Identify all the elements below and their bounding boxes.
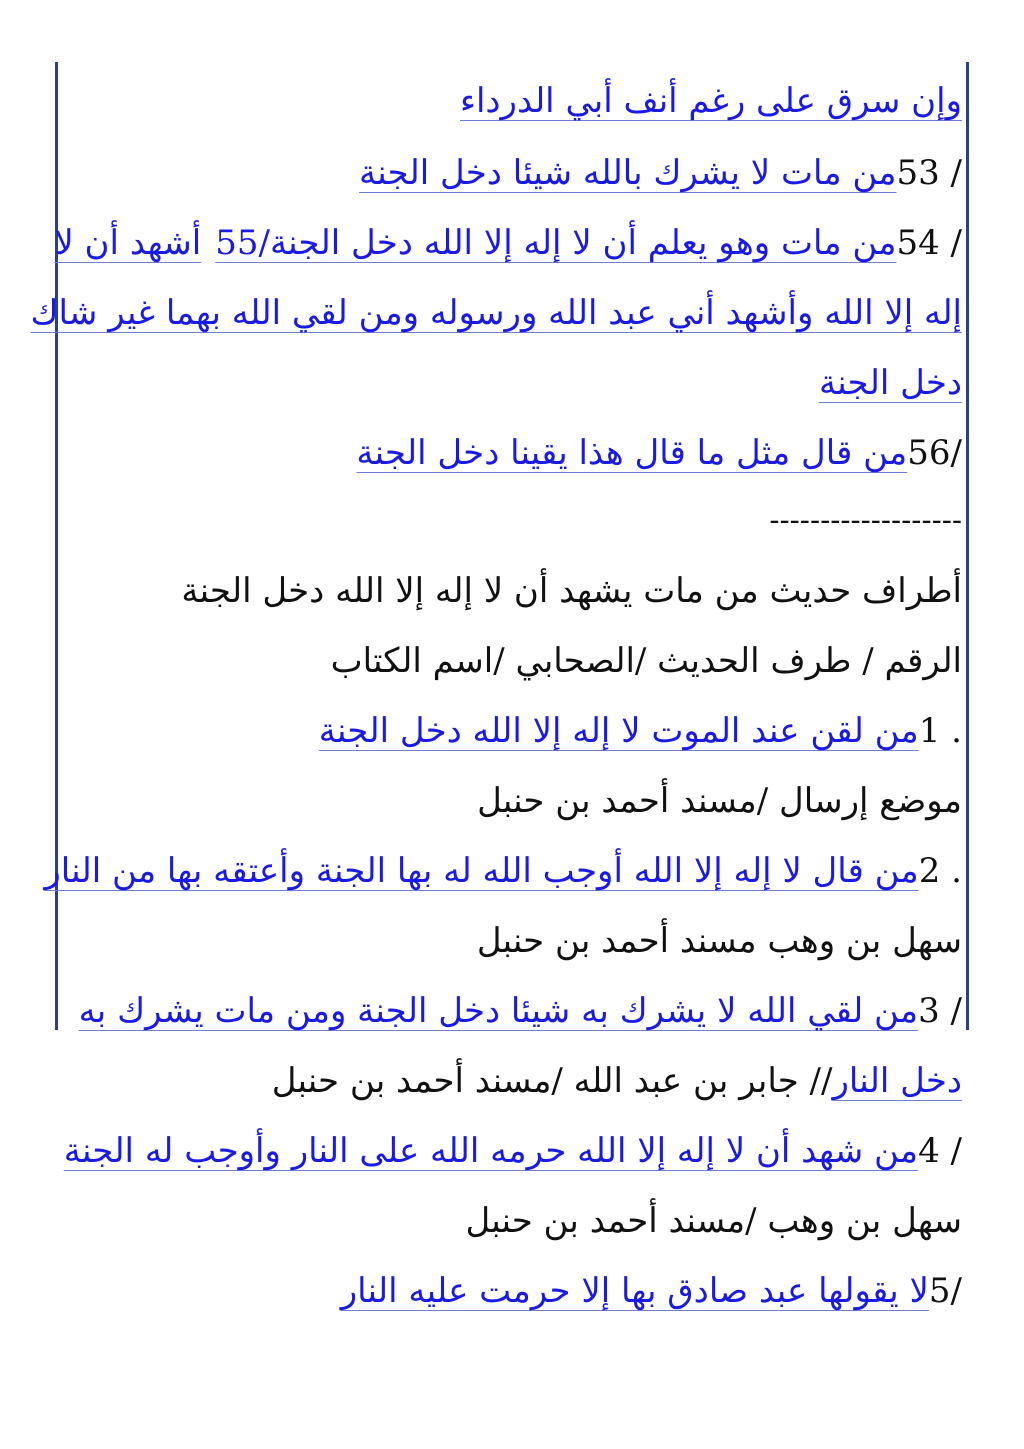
entry-link[interactable]: من لقي الله لا يشرك به شيئا دخل الجنة ومن مات يشرك به	[78, 991, 919, 1031]
hadith-link[interactable]: من مات لا يشرك بالله شيئا دخل الجنة	[358, 153, 897, 193]
entry-link[interactable]: من شهد أن لا إله إلا الله حرمه الله على النار وأوجب له الجنة	[63, 1131, 919, 1171]
section-title: أطراف حديث من مات يشهد أن لا إله إلا الله دخل الجنة	[181, 571, 962, 611]
hadith-line-54	[54, 214, 962, 272]
entry-2-source	[477, 912, 962, 970]
hadith-number: /56	[907, 433, 962, 473]
columns-header	[331, 632, 962, 690]
separator-line	[769, 492, 962, 550]
entry-source: // جابر بن عبد الله /مسند أحمد بن حنبل	[271, 1061, 833, 1101]
entry-1	[319, 702, 962, 760]
hadith-link[interactable]: من قال مثل ما قال هذا يقينا دخل الجنة	[356, 433, 908, 473]
hadith-link[interactable]: وإن سرق على رغم أنف أبي الدرداء	[459, 81, 962, 121]
hadith-line-1	[460, 72, 962, 130]
entry-number: . 2	[918, 851, 962, 891]
entry-1-source	[477, 772, 962, 830]
hadith-link[interactable]: إله إلا الله وأشهد أني عبد الله ورسوله ومن لقي الله بهما غير شاك	[30, 293, 962, 333]
entry-number: / 3	[918, 991, 962, 1031]
entry-number: / 4	[918, 1131, 962, 1171]
entry-number: /5	[928, 1271, 962, 1311]
entry-source: سهل بن وهب مسند أحمد بن حنبل	[476, 921, 962, 961]
entry-2	[44, 842, 962, 900]
section-heading	[181, 562, 962, 620]
hadith-line-55-end	[819, 354, 962, 412]
hadith-line-55-cont	[31, 284, 962, 342]
hadith-link[interactable]: دخل الجنة	[819, 363, 962, 403]
entry-source: سهل بن وهب /مسند أحمد بن حنبل	[465, 1201, 962, 1241]
entry-source: موضع إرسال /مسند أحمد بن حنبل	[477, 781, 962, 821]
entry-4-source	[465, 1192, 962, 1250]
entry-link[interactable]: من لقن عند الموت لا إله إلا الله دخل الجنة	[318, 711, 919, 751]
hadith-line-56	[356, 424, 962, 482]
hadith-number: / 54	[896, 223, 962, 263]
entry-link-continued[interactable]: دخل النار	[832, 1061, 962, 1101]
hadith-link-continued[interactable]: أشهد أن لا	[54, 223, 202, 263]
entry-4	[64, 1122, 962, 1180]
separator: -------------------	[769, 503, 962, 538]
entry-link[interactable]: لا يقولها عبد صادق بها إلا حرمت عليه النار	[340, 1271, 929, 1311]
hadith-line-53	[359, 144, 962, 202]
hadith-link[interactable]: من مات وهو يعلم أن لا إله إلا الله دخل الجنة/55	[215, 223, 897, 263]
columns-header-text: الرقم / طرف الحديث /الصحابي /اسم الكتاب	[330, 641, 962, 681]
entry-3	[79, 982, 962, 1040]
hadith-number: / 53	[896, 153, 962, 193]
entry-link[interactable]: من قال لا إله إلا الله أوجب الله له بها الجنة وأعتقه بها من النار	[44, 851, 919, 891]
entry-3-source	[272, 1052, 962, 1110]
page-frame-right	[966, 62, 969, 1030]
entry-5	[341, 1262, 962, 1320]
entry-number: . 1	[918, 711, 962, 751]
